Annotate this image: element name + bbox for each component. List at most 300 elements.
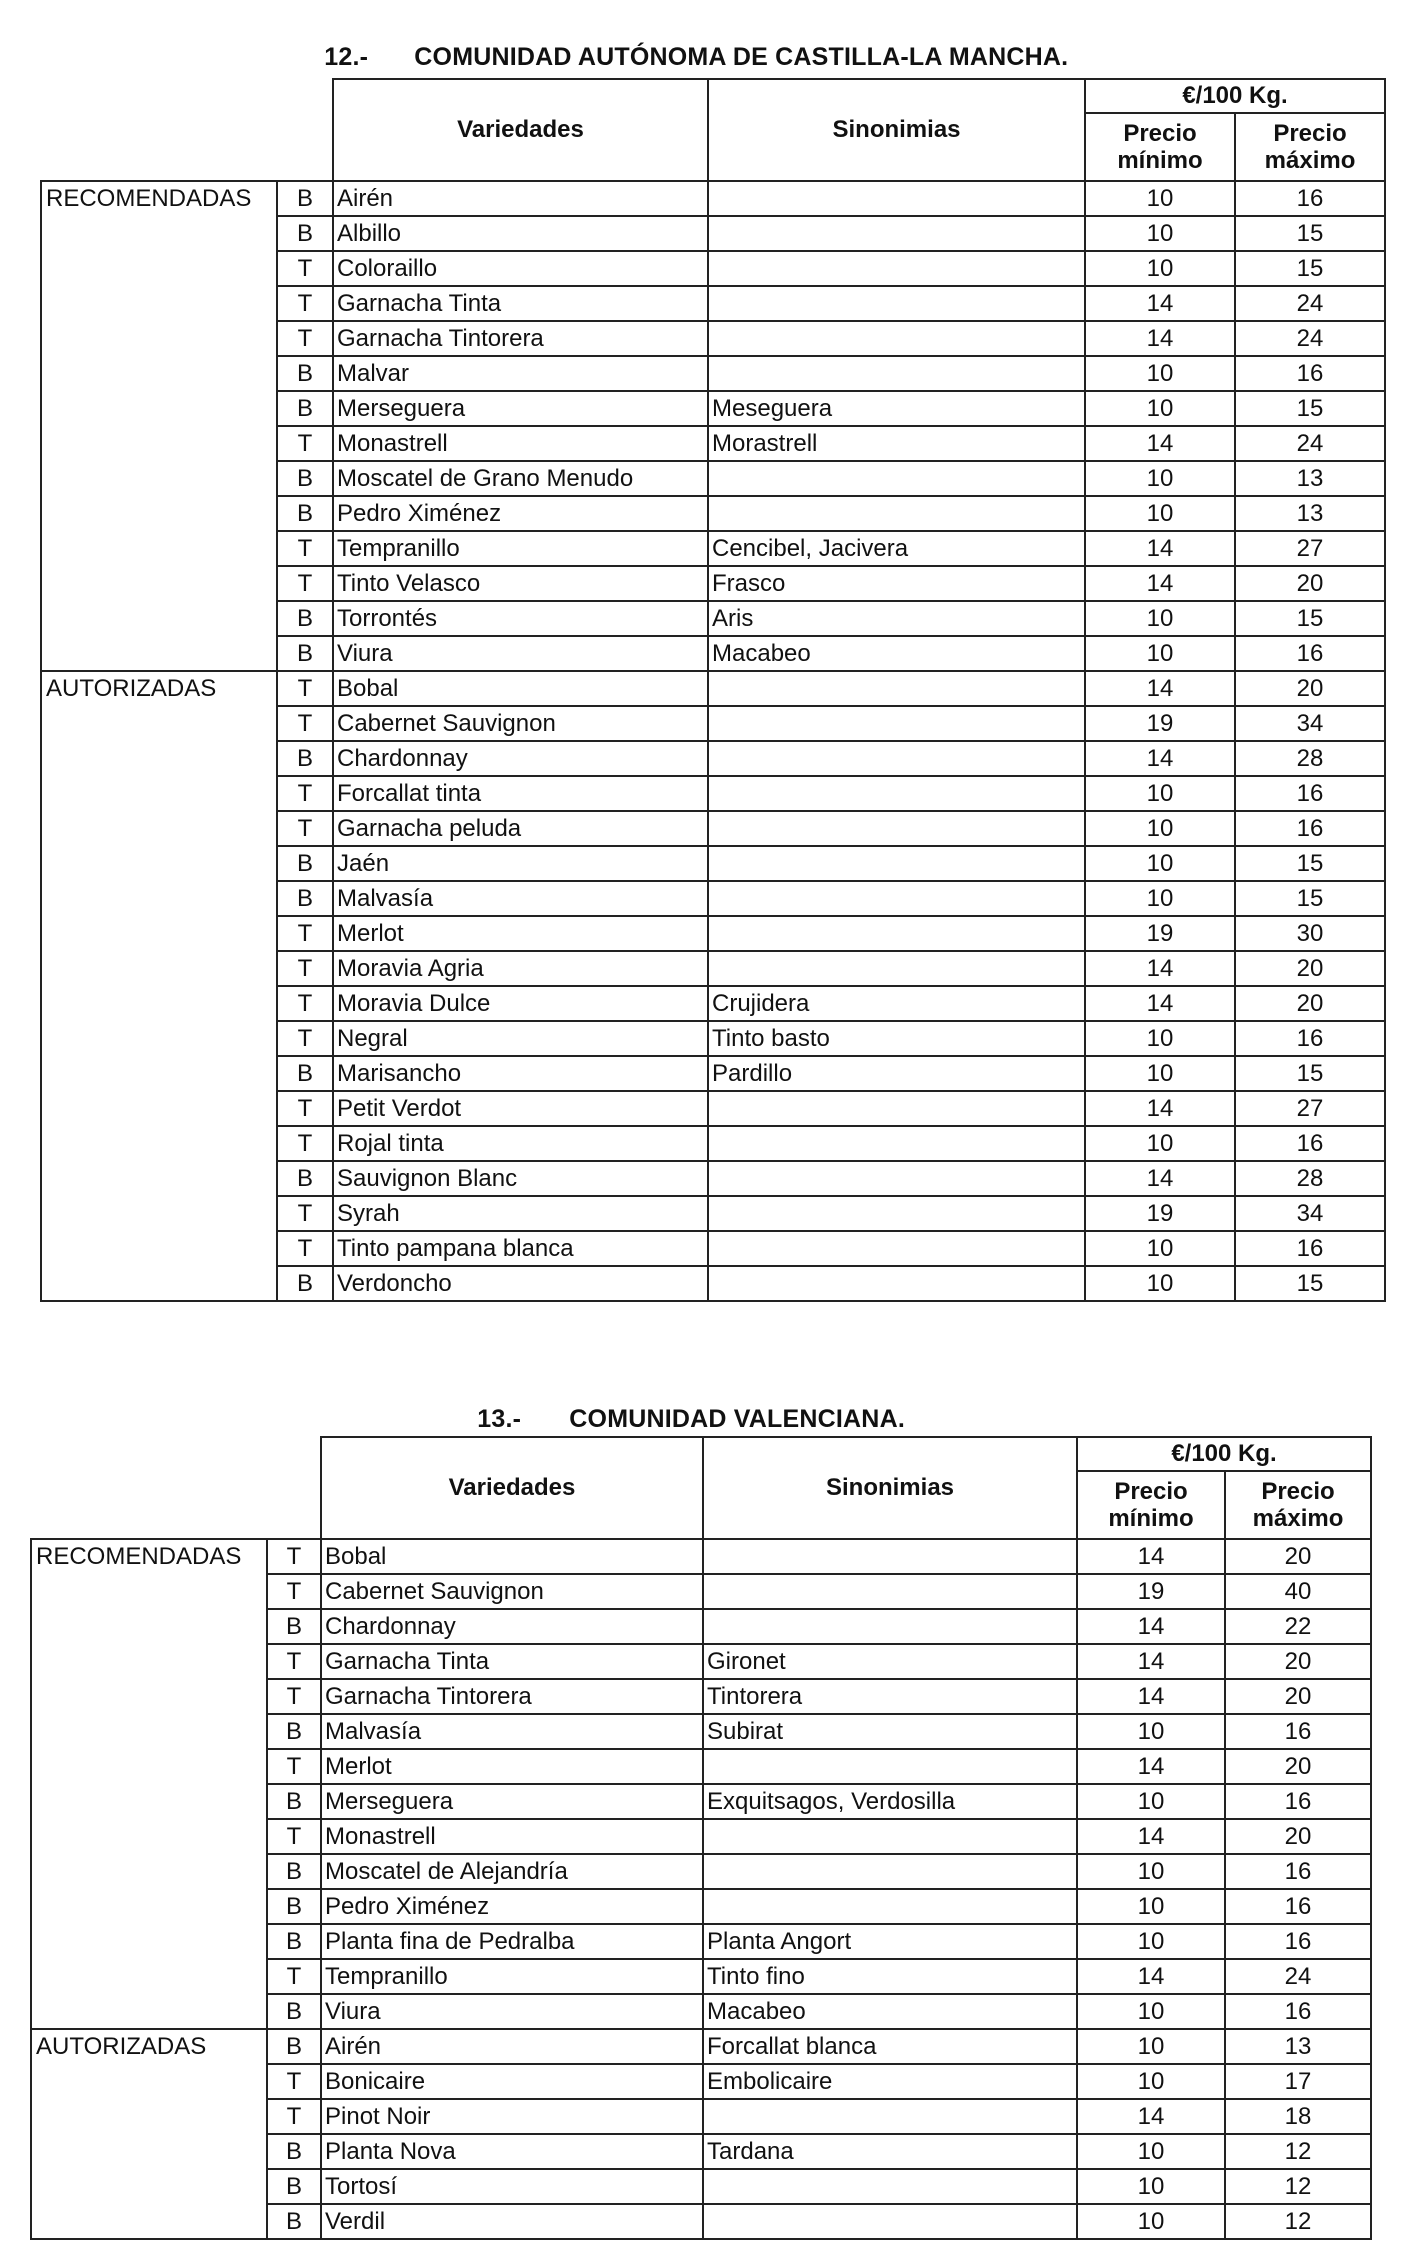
- grape-color-cell: B: [277, 846, 333, 881]
- synonym-cell: [703, 1889, 1077, 1924]
- synonym-cell: [708, 741, 1085, 776]
- category-cell: [41, 951, 277, 986]
- category-cell: [41, 706, 277, 741]
- section-heading: COMUNIDAD AUTÓNOMA DE CASTILLA-LA MANCHA.: [414, 43, 1069, 71]
- price-table: [30, 1436, 1372, 2240]
- max-price-cell: 15: [1235, 391, 1385, 426]
- price-table: [40, 78, 1386, 1302]
- table-row: [41, 846, 1385, 881]
- category-cell: [31, 1889, 267, 1924]
- min-price-cell: 10: [1085, 811, 1235, 846]
- category-cell: [31, 1854, 267, 1889]
- header-precio-minimo: Precio mínimo: [1077, 1471, 1225, 1539]
- category-cell: [31, 2134, 267, 2169]
- max-price-cell: 24: [1235, 286, 1385, 321]
- table-body: [31, 1437, 1371, 2239]
- variety-cell: Planta fina de Pedralba: [321, 1924, 703, 1959]
- grape-color-cell: B: [277, 1056, 333, 1091]
- min-price-cell: 14: [1085, 426, 1235, 461]
- variety-cell: Malvar: [333, 356, 708, 391]
- synonym-cell: Aris: [708, 601, 1085, 636]
- table-row: [31, 1749, 1371, 1784]
- table-row: [41, 566, 1385, 601]
- table-row: [31, 1679, 1371, 1714]
- variety-cell: Garnacha Tinta: [321, 1644, 703, 1679]
- table-row: [41, 1231, 1385, 1266]
- grape-color-cell: T: [277, 1196, 333, 1231]
- max-price-cell: 12: [1225, 2134, 1371, 2169]
- grape-color-cell: B: [277, 601, 333, 636]
- min-price-cell: 10: [1077, 2134, 1225, 2169]
- grape-color-cell: T: [277, 706, 333, 741]
- variety-cell: Coloraillo: [333, 251, 708, 286]
- category-cell: [41, 251, 277, 286]
- min-price-cell: 10: [1085, 846, 1235, 881]
- grape-color-cell: T: [267, 2064, 321, 2099]
- table-row: [41, 1056, 1385, 1091]
- grape-color-cell: B: [267, 2204, 321, 2239]
- category-cell: [41, 461, 277, 496]
- variety-cell: Cabernet Sauvignon: [321, 1574, 703, 1609]
- category-cell: [31, 2204, 267, 2239]
- max-price-cell: 24: [1235, 321, 1385, 356]
- synonym-cell: [703, 1854, 1077, 1889]
- grape-color-cell: B: [277, 1266, 333, 1301]
- max-price-cell: 22: [1225, 1609, 1371, 1644]
- grape-color-cell: T: [267, 1574, 321, 1609]
- max-price-cell: 27: [1235, 1091, 1385, 1126]
- synonym-cell: Macabeo: [708, 636, 1085, 671]
- min-price-cell: 19: [1077, 1574, 1225, 1609]
- variety-cell: Merlot: [321, 1749, 703, 1784]
- min-price-cell: 14: [1085, 1161, 1235, 1196]
- grape-color-cell: B: [277, 496, 333, 531]
- max-price-cell: 40: [1225, 1574, 1371, 1609]
- table-row: [41, 356, 1385, 391]
- min-price-cell: 14: [1077, 1679, 1225, 1714]
- table-row: [41, 321, 1385, 356]
- variety-cell: Garnacha Tinta: [333, 286, 708, 321]
- max-price-cell: 16: [1225, 1924, 1371, 1959]
- max-price-cell: 20: [1235, 671, 1385, 706]
- synonym-cell: [708, 1231, 1085, 1266]
- category-cell: [31, 1994, 267, 2029]
- variety-cell: Pinot Noir: [321, 2099, 703, 2134]
- category-cell: [31, 2169, 267, 2204]
- min-price-cell: 19: [1085, 1196, 1235, 1231]
- max-price-cell: 13: [1235, 461, 1385, 496]
- variety-cell: Garnacha Tintorera: [321, 1679, 703, 1714]
- grape-color-cell: B: [267, 1924, 321, 1959]
- category-cell: [41, 531, 277, 566]
- grape-color-cell: B: [277, 881, 333, 916]
- category-cell: [31, 1714, 267, 1749]
- category-cell: [31, 2099, 267, 2134]
- max-price-cell: 28: [1235, 1161, 1385, 1196]
- min-price-cell: 14: [1085, 1091, 1235, 1126]
- synonym-cell: [708, 1126, 1085, 1161]
- min-price-cell: 10: [1085, 601, 1235, 636]
- synonym-cell: [703, 2169, 1077, 2204]
- synonym-cell: Macabeo: [703, 1994, 1077, 2029]
- max-price-cell: 15: [1235, 846, 1385, 881]
- variety-cell: Forcallat tinta: [333, 776, 708, 811]
- synonym-cell: Tintorera: [703, 1679, 1077, 1714]
- category-cell: [41, 881, 277, 916]
- max-price-cell: 15: [1235, 1266, 1385, 1301]
- grape-color-cell: T: [277, 1091, 333, 1126]
- min-price-cell: 14: [1077, 1959, 1225, 1994]
- table-row: [41, 636, 1385, 671]
- section-heading: COMUNIDAD VALENCIANA.: [569, 1405, 905, 1433]
- grape-color-cell: B: [277, 461, 333, 496]
- grape-color-cell: B: [277, 391, 333, 426]
- synonym-cell: [703, 1609, 1077, 1644]
- category-label: AUTORIZADAS: [31, 2029, 267, 2064]
- synonym-cell: [708, 846, 1085, 881]
- table-row: [41, 531, 1385, 566]
- min-price-cell: 10: [1077, 1714, 1225, 1749]
- header-price-unit: €/100 Kg.: [1077, 1437, 1371, 1471]
- grape-color-cell: T: [267, 1539, 321, 1574]
- category-cell: [41, 636, 277, 671]
- max-price-cell: 20: [1225, 1539, 1371, 1574]
- variety-cell: Tempranillo: [321, 1959, 703, 1994]
- synonym-cell: [708, 321, 1085, 356]
- header-variedades: Variedades: [333, 79, 708, 181]
- max-price-cell: 17: [1225, 2064, 1371, 2099]
- grape-color-cell: B: [277, 1161, 333, 1196]
- min-price-cell: 10: [1085, 356, 1235, 391]
- max-price-cell: 15: [1235, 881, 1385, 916]
- table-row: [41, 391, 1385, 426]
- variety-cell: Monastrell: [333, 426, 708, 461]
- min-price-cell: 14: [1085, 986, 1235, 1021]
- variety-cell: Garnacha Tintorera: [333, 321, 708, 356]
- variety-cell: Moravia Agria: [333, 951, 708, 986]
- synonym-cell: [708, 811, 1085, 846]
- synonym-cell: Tinto fino: [703, 1959, 1077, 1994]
- max-price-cell: 12: [1225, 2204, 1371, 2239]
- synonym-cell: [703, 2099, 1077, 2134]
- variety-cell: Pedro Ximénez: [333, 496, 708, 531]
- variety-cell: Rojal tinta: [333, 1126, 708, 1161]
- table-row: [41, 601, 1385, 636]
- category-cell: [31, 1819, 267, 1854]
- min-price-cell: 10: [1085, 461, 1235, 496]
- min-price-cell: 10: [1085, 1231, 1235, 1266]
- category-cell: [41, 741, 277, 776]
- category-cell: [31, 1609, 267, 1644]
- max-price-cell: 16: [1225, 1994, 1371, 2029]
- max-price-cell: 20: [1225, 1644, 1371, 1679]
- table-row: [41, 811, 1385, 846]
- grape-color-cell: T: [277, 531, 333, 566]
- min-price-cell: 14: [1077, 1749, 1225, 1784]
- variety-cell: Moscatel de Alejandría: [321, 1854, 703, 1889]
- synonym-cell: Gironet: [703, 1644, 1077, 1679]
- section-title: [310, 14, 1068, 72]
- min-price-cell: 10: [1077, 2169, 1225, 2204]
- variety-cell: Petit Verdot: [333, 1091, 708, 1126]
- table-row: [31, 2169, 1371, 2204]
- max-price-cell: 13: [1235, 496, 1385, 531]
- variety-cell: Jaén: [333, 846, 708, 881]
- synonym-cell: [708, 671, 1085, 706]
- category-cell: [41, 986, 277, 1021]
- max-price-cell: 34: [1235, 1196, 1385, 1231]
- grape-color-cell: T: [277, 251, 333, 286]
- synonym-cell: Subirat: [703, 1714, 1077, 1749]
- min-price-cell: 10: [1085, 776, 1235, 811]
- table-row: [41, 986, 1385, 1021]
- header-blank: [41, 79, 333, 181]
- min-price-cell: 14: [1077, 1819, 1225, 1854]
- min-price-cell: 14: [1085, 286, 1235, 321]
- category-cell: [41, 1126, 277, 1161]
- table-row: [41, 706, 1385, 741]
- max-price-cell: 16: [1225, 1714, 1371, 1749]
- table-row: [41, 1161, 1385, 1196]
- table-row: [31, 1819, 1371, 1854]
- grape-color-cell: T: [277, 776, 333, 811]
- synonym-cell: [708, 181, 1085, 216]
- variety-cell: Garnacha peluda: [333, 811, 708, 846]
- grape-color-cell: T: [267, 1819, 321, 1854]
- min-price-cell: 10: [1077, 2064, 1225, 2099]
- table-row: [31, 1609, 1371, 1644]
- table-row: [31, 1994, 1371, 2029]
- grape-color-cell: T: [277, 286, 333, 321]
- min-price-cell: 10: [1085, 636, 1235, 671]
- table-row: [31, 1539, 1371, 1574]
- max-price-cell: 16: [1225, 1854, 1371, 1889]
- table-row: [41, 916, 1385, 951]
- variety-cell: Monastrell: [321, 1819, 703, 1854]
- synonym-cell: Pardillo: [708, 1056, 1085, 1091]
- table-row: [31, 2099, 1371, 2134]
- grape-color-cell: T: [267, 1749, 321, 1784]
- synonym-cell: [708, 951, 1085, 986]
- max-price-cell: 28: [1235, 741, 1385, 776]
- max-price-cell: 20: [1235, 566, 1385, 601]
- grape-color-cell: T: [277, 671, 333, 706]
- synonym-cell: [708, 1091, 1085, 1126]
- min-price-cell: 10: [1077, 1889, 1225, 1924]
- category-cell: [41, 601, 277, 636]
- min-price-cell: 10: [1077, 2204, 1225, 2239]
- table-row: [41, 1021, 1385, 1056]
- variety-cell: Chardonnay: [321, 1609, 703, 1644]
- category-cell: [31, 1924, 267, 1959]
- variety-cell: Pedro Ximénez: [321, 1889, 703, 1924]
- category-cell: [31, 1644, 267, 1679]
- grape-color-cell: T: [277, 951, 333, 986]
- variety-cell: Moravia Dulce: [333, 986, 708, 1021]
- grape-color-cell: T: [267, 1959, 321, 1994]
- table-row: [41, 1196, 1385, 1231]
- category-label: AUTORIZADAS: [41, 671, 277, 706]
- synonym-cell: [708, 286, 1085, 321]
- variety-cell: Negral: [333, 1021, 708, 1056]
- grape-color-cell: T: [277, 426, 333, 461]
- max-price-cell: 13: [1225, 2029, 1371, 2064]
- synonym-cell: [708, 776, 1085, 811]
- min-price-cell: 10: [1077, 1994, 1225, 2029]
- variety-cell: Sauvignon Blanc: [333, 1161, 708, 1196]
- header-sinonimias: Sinonimias: [703, 1437, 1077, 1539]
- variety-cell: Verdil: [321, 2204, 703, 2239]
- min-price-cell: 10: [1085, 1056, 1235, 1091]
- grape-color-cell: T: [277, 916, 333, 951]
- category-cell: [41, 1266, 277, 1301]
- min-price-cell: 14: [1077, 2099, 1225, 2134]
- table-body: [41, 79, 1385, 1301]
- min-price-cell: 10: [1077, 2029, 1225, 2064]
- table-row: [41, 216, 1385, 251]
- synonym-cell: Tinto basto: [708, 1021, 1085, 1056]
- max-price-cell: 24: [1225, 1959, 1371, 1994]
- grape-color-cell: B: [267, 2029, 321, 2064]
- table-row: [41, 776, 1385, 811]
- variety-cell: Malvasía: [321, 1714, 703, 1749]
- synonym-cell: [708, 916, 1085, 951]
- synonym-cell: Embolicaire: [703, 2064, 1077, 2099]
- category-cell: [41, 916, 277, 951]
- max-price-cell: 20: [1225, 1679, 1371, 1714]
- grape-color-cell: B: [267, 1994, 321, 2029]
- min-price-cell: 14: [1077, 1539, 1225, 1574]
- grape-color-cell: T: [277, 1021, 333, 1056]
- variety-cell: Airén: [321, 2029, 703, 2064]
- synonym-cell: Tardana: [703, 2134, 1077, 2169]
- variety-cell: Syrah: [333, 1196, 708, 1231]
- min-price-cell: 10: [1085, 1266, 1235, 1301]
- max-price-cell: 16: [1235, 1231, 1385, 1266]
- synonym-cell: [703, 1819, 1077, 1854]
- max-price-cell: 16: [1235, 181, 1385, 216]
- variety-cell: Bobal: [321, 1539, 703, 1574]
- table-row: [31, 2029, 1371, 2064]
- table-row: [31, 1714, 1371, 1749]
- variety-cell: Planta Nova: [321, 2134, 703, 2169]
- min-price-cell: 10: [1077, 1854, 1225, 1889]
- min-price-cell: 10: [1085, 251, 1235, 286]
- table-row: [31, 1854, 1371, 1889]
- variety-cell: Tinto pampana blanca: [333, 1231, 708, 1266]
- category-cell: [41, 286, 277, 321]
- category-cell: [41, 496, 277, 531]
- category-label: RECOMENDADAS: [41, 181, 277, 216]
- synonym-cell: Exquitsagos, Verdosilla: [703, 1784, 1077, 1819]
- synonym-cell: Crujidera: [708, 986, 1085, 1021]
- variety-cell: Tinto Velasco: [333, 566, 708, 601]
- header-row: [41, 79, 1385, 113]
- synonym-cell: [703, 1574, 1077, 1609]
- max-price-cell: 12: [1225, 2169, 1371, 2204]
- synonym-cell: Cencibel, Jacivera: [708, 531, 1085, 566]
- header-row: [31, 1437, 1371, 1471]
- category-cell: [31, 1749, 267, 1784]
- grape-color-cell: T: [277, 986, 333, 1021]
- min-price-cell: 10: [1085, 496, 1235, 531]
- synonym-cell: Meseguera: [708, 391, 1085, 426]
- header-variedades: Variedades: [321, 1437, 703, 1539]
- synonym-cell: [708, 1266, 1085, 1301]
- category-cell: [41, 846, 277, 881]
- variety-cell: Tempranillo: [333, 531, 708, 566]
- max-price-cell: 16: [1235, 636, 1385, 671]
- table-row: [41, 461, 1385, 496]
- synonym-cell: [708, 461, 1085, 496]
- category-cell: [41, 356, 277, 391]
- grape-color-cell: B: [267, 1889, 321, 1924]
- min-price-cell: 14: [1085, 671, 1235, 706]
- variety-cell: Viura: [333, 636, 708, 671]
- category-cell: [41, 426, 277, 461]
- table-row: [41, 881, 1385, 916]
- category-cell: [41, 321, 277, 356]
- header-sinonimias: Sinonimias: [708, 79, 1085, 181]
- table-row: [41, 1126, 1385, 1161]
- min-price-cell: 14: [1077, 1644, 1225, 1679]
- max-price-cell: 34: [1235, 706, 1385, 741]
- min-price-cell: 14: [1085, 531, 1235, 566]
- variety-cell: Marisancho: [333, 1056, 708, 1091]
- header-precio-minimo: Precio mínimo: [1085, 113, 1235, 181]
- grape-color-cell: B: [267, 2134, 321, 2169]
- max-price-cell: 20: [1225, 1749, 1371, 1784]
- grape-color-cell: T: [277, 566, 333, 601]
- grape-color-cell: B: [267, 1784, 321, 1819]
- table-row: [41, 741, 1385, 776]
- variety-cell: Bobal: [333, 671, 708, 706]
- synonym-cell: [708, 1196, 1085, 1231]
- min-price-cell: 19: [1085, 916, 1235, 951]
- grape-color-cell: T: [277, 321, 333, 356]
- table-row: [31, 1574, 1371, 1609]
- table-row: [41, 286, 1385, 321]
- header-blank: [31, 1437, 321, 1539]
- category-cell: [31, 1574, 267, 1609]
- grape-color-cell: B: [277, 636, 333, 671]
- category-cell: [41, 811, 277, 846]
- grape-color-cell: B: [277, 216, 333, 251]
- synonym-cell: [708, 881, 1085, 916]
- max-price-cell: 16: [1235, 776, 1385, 811]
- category-cell: [31, 1679, 267, 1714]
- category-cell: [41, 1021, 277, 1056]
- variety-cell: Airén: [333, 181, 708, 216]
- synonym-cell: [708, 356, 1085, 391]
- table-row: [41, 181, 1385, 216]
- table-row: [31, 1924, 1371, 1959]
- variety-cell: Merseguera: [333, 391, 708, 426]
- max-price-cell: 20: [1225, 1819, 1371, 1854]
- max-price-cell: 15: [1235, 1056, 1385, 1091]
- variety-cell: Bonicaire: [321, 2064, 703, 2099]
- max-price-cell: 16: [1225, 1784, 1371, 1819]
- table-row: [31, 1644, 1371, 1679]
- grape-color-cell: T: [267, 1679, 321, 1714]
- category-cell: [41, 216, 277, 251]
- variety-cell: Viura: [321, 1994, 703, 2029]
- synonym-cell: [708, 251, 1085, 286]
- max-price-cell: 24: [1235, 426, 1385, 461]
- header-precio-maximo: Precio máximo: [1225, 1471, 1371, 1539]
- grape-color-cell: T: [277, 1126, 333, 1161]
- category-cell: [31, 2064, 267, 2099]
